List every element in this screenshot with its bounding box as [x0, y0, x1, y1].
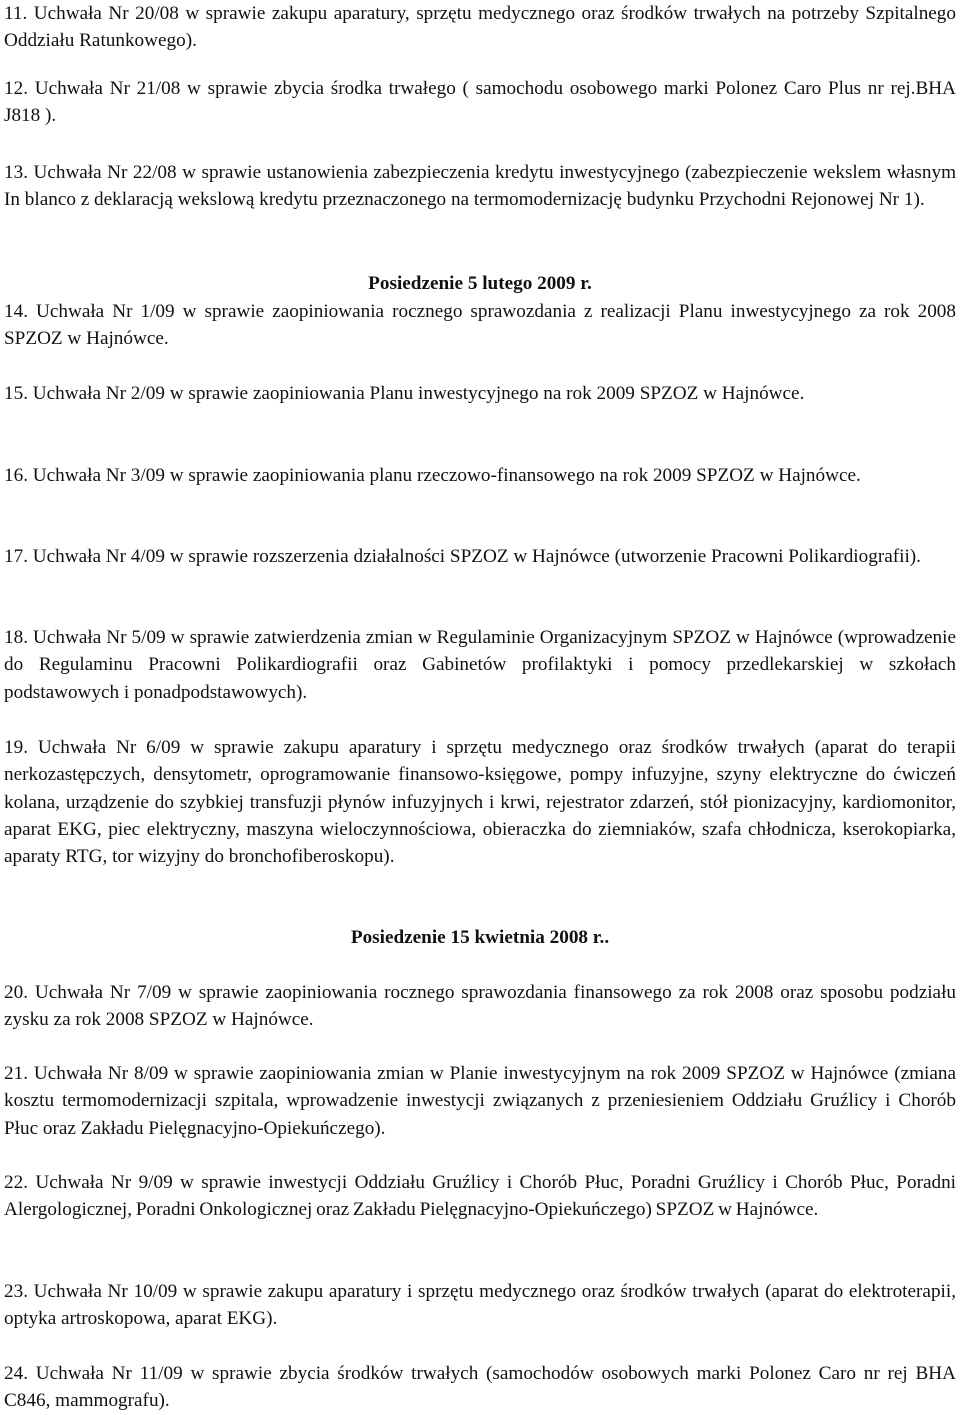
resolution-item-17: 17. Uchwała Nr 4/09 w sprawie rozszerzenia działalności SPZOZ w Hajnówce (utworzenie Pracowni Polikardiografii).: [4, 546, 921, 567]
resolution-item-11: 11. Uchwała Nr 20/08 w sprawie zakupu aparatury, sprzętu medycznego oraz środków trwałych na potrzeby Szpitalnego Oddziału Ratunkowego).: [4, 3, 956, 52]
resolution-item-12: 12. Uchwała Nr 21/08 w sprawie zbycia środka trwałego ( samochodu osobowego marki Polonez Caro Plus nr rej.BHA J818 ).: [4, 78, 956, 127]
session-heading-feb-2009: Posiedzenie 5 lutego 2009 r.: [368, 273, 592, 294]
resolution-item-21: 21. Uchwała Nr 8/09 w sprawie zaopiniowania zmian w Planie inwestycyjnym na rok 2009 SPZOZ w Hajnówce (zmiana kosztu termomodernizacji szpitala, wprowadzenie inwestycji związanych z przeniesieniem Oddziału Gruźlicy i Chorób Płuc oraz Zakładu Pielęgnacyjno-Opiekuńczego).: [4, 1063, 956, 1139]
resolution-item-24: 24. Uchwała Nr 11/09 w sprawie zbycia środków trwałych (samochodów osobowych marki Polonez Caro nr rej BHA C846, mammografu).: [4, 1363, 956, 1412]
resolution-item-22: 22. Uchwała Nr 9/09 w sprawie inwestycji Oddziału Gruźlicy i Chorób Płuc, Poradni Gruźlicy i Chorób Płuc, Poradni Alergologicznej, Poradni Onkologicznej oraz Zakładu Pielęgnacyjno-Opiekuńczego) SPZOZ w Hajnówce.: [4, 1172, 956, 1221]
resolution-item-14: 14. Uchwała Nr 1/09 w sprawie zaopiniowania rocznego sprawozdania z realizacji Planu inwestycyjnego za rok 2008 SPZOZ w Hajnówce.: [4, 301, 956, 350]
resolution-item-15: 15. Uchwała Nr 2/09 w sprawie zaopiniowania Planu inwestycyjnego na rok 2009 SPZOZ w Hajnówce.: [4, 383, 805, 404]
session-heading-apr: Posiedzenie 15 kwietnia 2008 r..: [350, 927, 610, 948]
resolution-item-13: 13. Uchwała Nr 22/08 w sprawie ustanowienia zabezpieczenia kredytu inwestycyjnego (zabezpieczenie wekslem własnym In blanco z deklaracją wekslową kredytu przeznaczonego na termomodernizację budynku Przychodni Rejonowej Nr 1).: [4, 162, 956, 211]
resolution-item-19: 19. Uchwała Nr 6/09 w sprawie zakupu aparatury i sprzętu medycznego oraz środków trwałych (aparat do terapii nerkozastępczych, densytometr, oprogramowanie finansowo-księgowe, pompy infuzyjne, szyny elektryczne do ćwiczeń kolana, urządzenie do szybkiej transfuzji płynów infuzyjnych i krwi, rejestrator zdarzeń, stół pionizacyjny, kardiomonitor, aparat EKG, piec elektryczny, maszyna wieloczynnościowa, obieraczka do ziemniaków, szafa chłodnicza, kserokopiarka, aparaty RTG, tor wizyjny do bronchofiberoskopu).: [4, 737, 956, 868]
resolution-item-18: 18. Uchwała Nr 5/09 w sprawie zatwierdzenia zmian w Regulaminie Organizacyjnym SPZOZ w Hajnówce (wprowadzenie do Regulaminu Pracowni Polikardiografii oraz Gabinetów profilaktyki i pomocy przedlekarskiej w szkołach podstawowych i ponadpodstawowych).: [4, 627, 956, 703]
resolution-item-16: 16. Uchwała Nr 3/09 w sprawie zaopiniowania planu rzeczowo-finansowego na rok 2009 SPZOZ w Hajnówce.: [4, 465, 861, 486]
resolution-item-20: 20. Uchwała Nr 7/09 w sprawie zaopiniowania rocznego sprawozdania finansowego za rok 2008 oraz sposobu podziału zysku za rok 2008 SPZOZ w Hajnówce.: [4, 982, 956, 1031]
resolution-item-23: 23. Uchwała Nr 10/09 w sprawie zakupu aparatury i sprzętu medycznego oraz środków trwałych (aparat do elektroterapii, optyka artroskopowa, aparat EKG).: [4, 1281, 956, 1330]
